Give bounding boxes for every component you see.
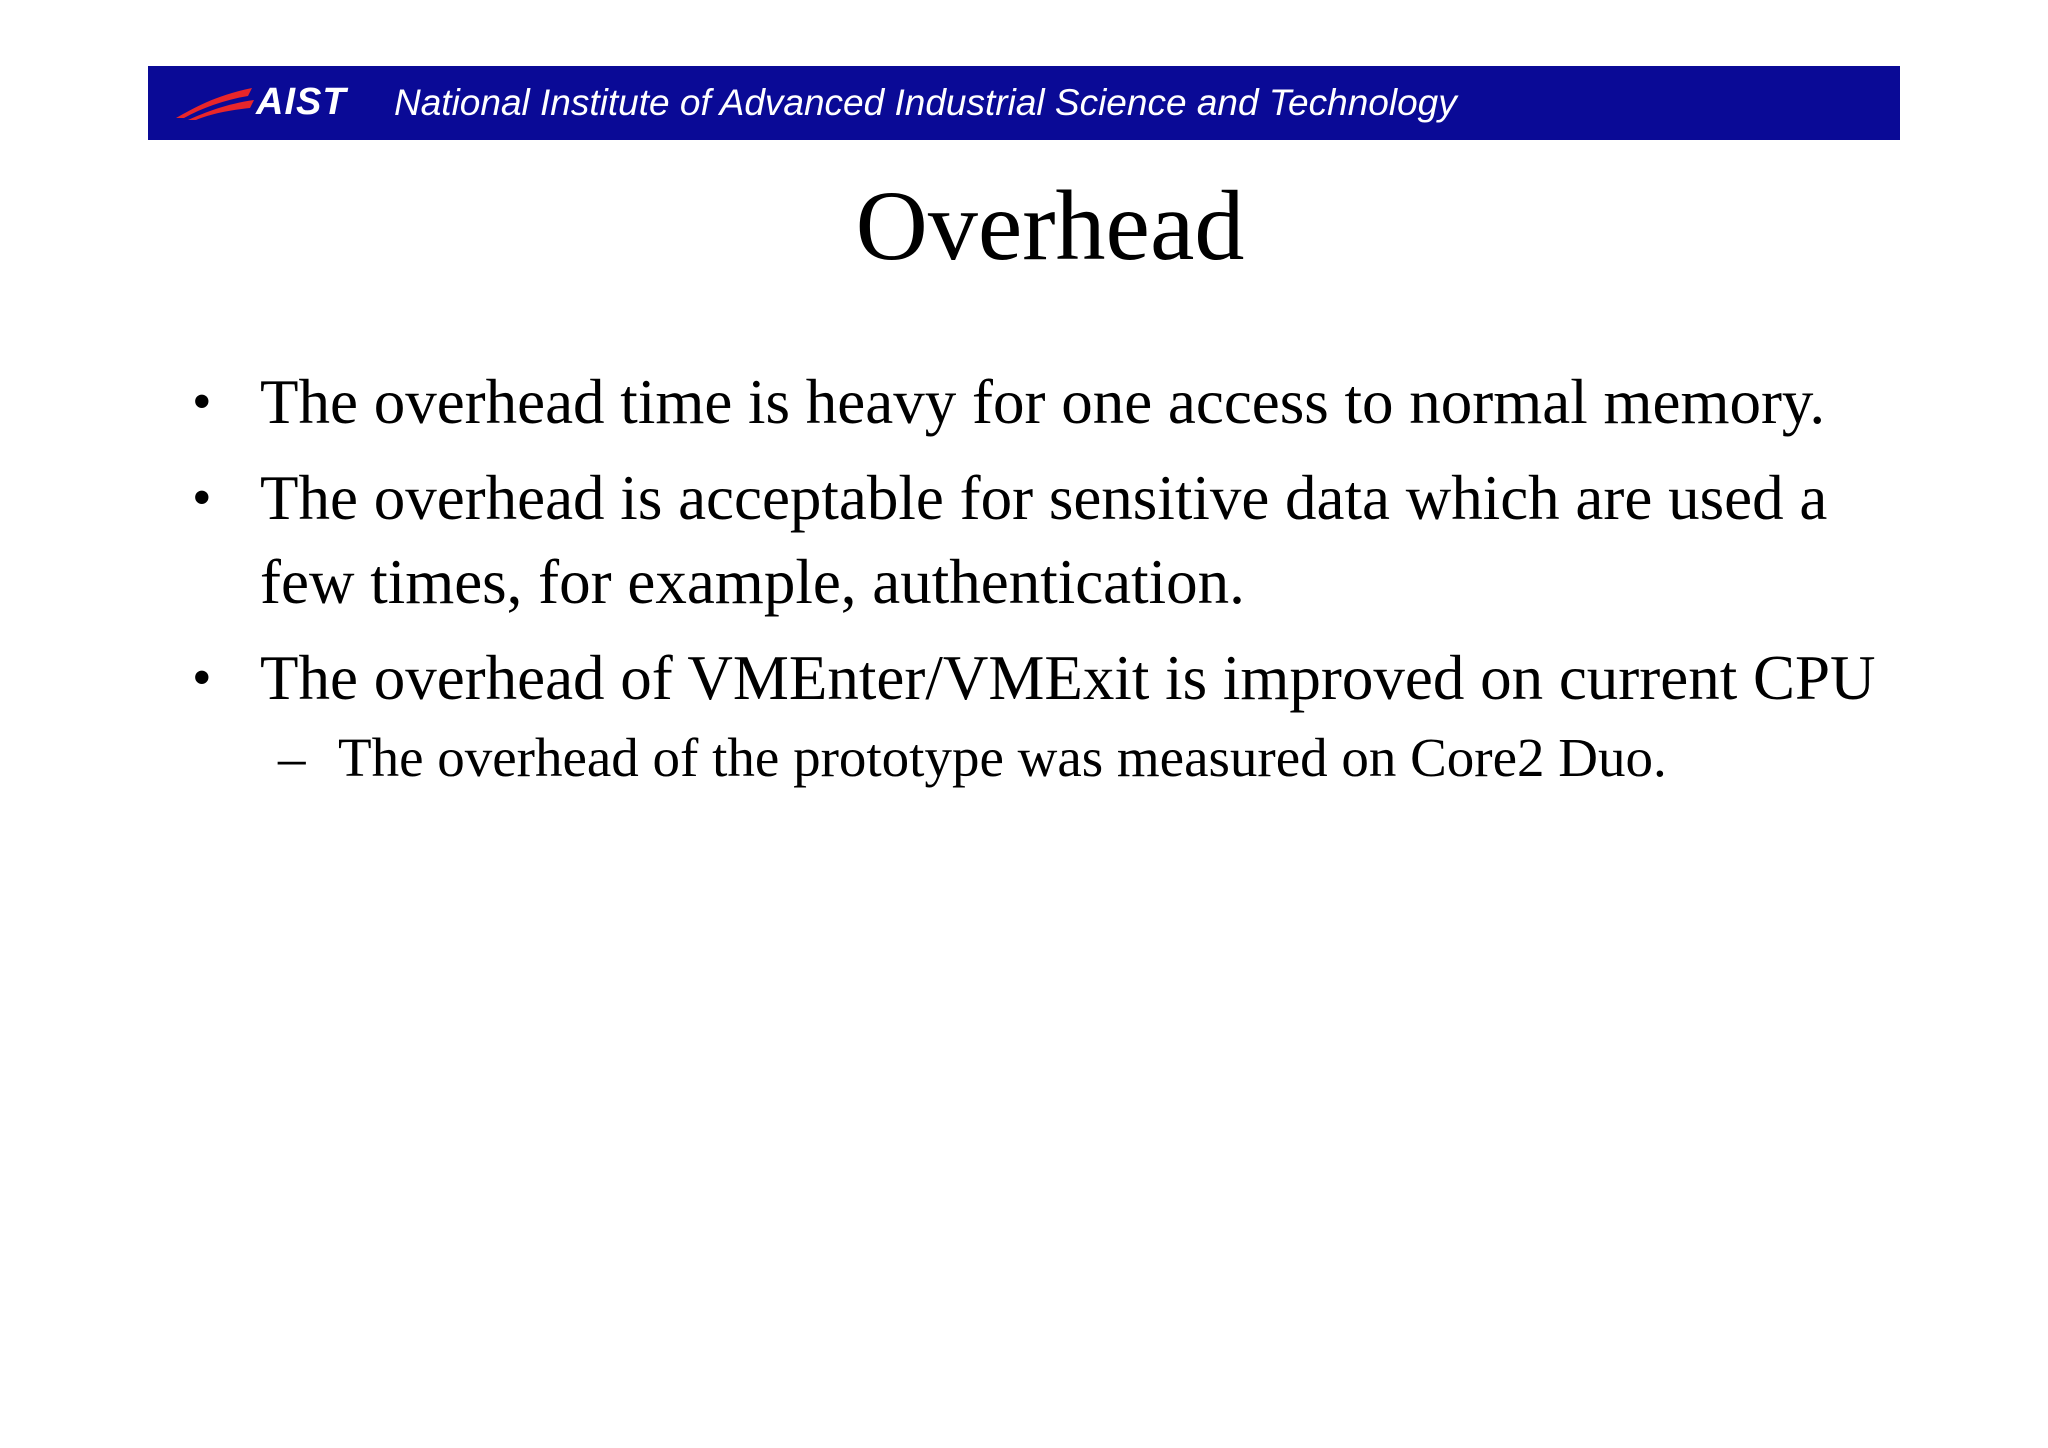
- bullet-dot: •: [192, 467, 212, 529]
- aist-swoosh-icon: [174, 82, 264, 126]
- header-bar: [148, 66, 1900, 140]
- bullet-dot: •: [192, 371, 212, 433]
- bullet-item: [188, 360, 1908, 444]
- bullet-item: [188, 636, 1908, 794]
- logo-text: AIST: [256, 81, 347, 123]
- sub-bullet-dash: –: [278, 727, 306, 788]
- sub-bullet-item: [188, 722, 1908, 794]
- bullet-item: [188, 456, 1908, 624]
- bullet-text: The overhead time is heavy for one access to normal memory.: [260, 367, 1826, 437]
- sub-bullet-text: The overhead of the prototype was measured on Core2 Duo.: [338, 727, 1667, 788]
- bullet-text: The overhead is acceptable for sensitive data which are used a few times, for example, authentication.: [260, 463, 1828, 617]
- slide-title: Overhead: [855, 170, 1245, 281]
- institute-name: National Institute of Advanced Industrial Science and Technology: [394, 82, 1457, 123]
- bullet-list: [188, 360, 1908, 806]
- bullet-text: The overhead of VMEnter/VMExit is improved on current CPU: [260, 643, 1876, 713]
- bullet-dot: •: [192, 647, 212, 709]
- aist-logo: [174, 82, 364, 126]
